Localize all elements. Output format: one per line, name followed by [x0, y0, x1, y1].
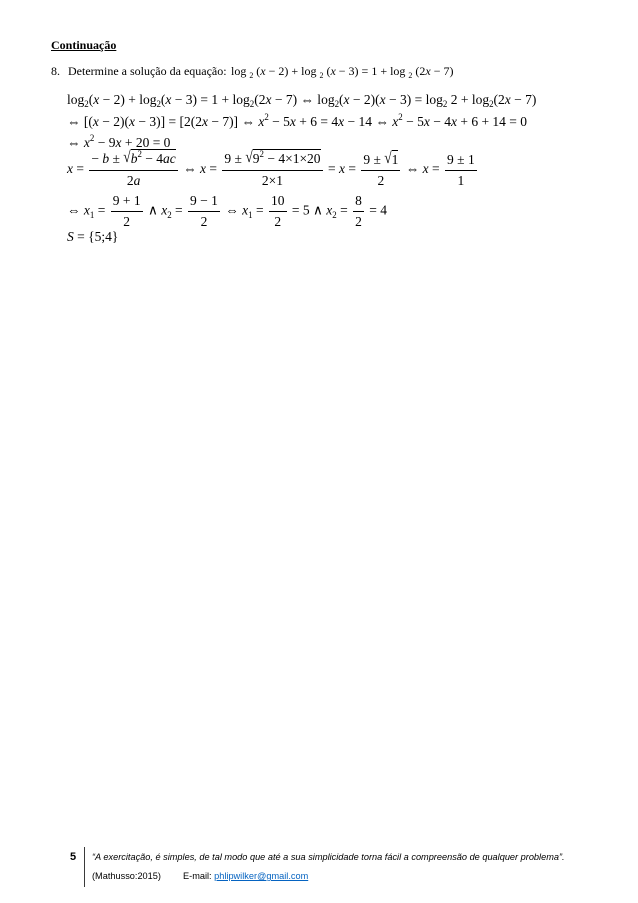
footer-citation: (Mathusso:2015): [92, 871, 161, 881]
math-text: 10: [271, 193, 285, 208]
subscript: 2: [167, 209, 172, 220]
math-text: − 2)(: [98, 114, 129, 129]
subscript: 2: [489, 99, 494, 110]
math-text: 2: [377, 172, 385, 188]
math-text: (2: [412, 64, 426, 78]
math-text: ∧: [144, 202, 162, 218]
fraction-numerator: [188, 193, 220, 212]
fraction-denominator: [111, 212, 143, 230]
math-text: (: [253, 64, 261, 78]
math-text: − 14 ⇔: [344, 114, 393, 129]
fraction: [361, 148, 400, 189]
fraction-numerator: [222, 147, 322, 171]
footer-divider: [84, 847, 85, 887]
math-variable: x: [128, 114, 135, 129]
radical-sign: √: [245, 147, 253, 166]
math-text: (: [339, 92, 344, 107]
math-text: (2: [493, 92, 505, 107]
fraction-numerator: [269, 193, 287, 212]
radicand: [392, 150, 399, 167]
math-text: + 6 + 14 = 0: [456, 114, 528, 129]
math-text: − 2) + log: [99, 92, 157, 107]
math-text: =: [206, 161, 221, 177]
math-text: − 2)(: [349, 92, 380, 107]
subscript: 2: [408, 70, 413, 80]
math-variable: x: [338, 161, 345, 177]
math-variable: x: [242, 202, 249, 218]
math-text: ±: [109, 151, 124, 166]
math-text: (: [323, 64, 331, 78]
math-variable: x: [115, 135, 122, 150]
fraction-numerator: [361, 148, 400, 171]
math-text: ⇔: [67, 202, 84, 218]
subscript: 1: [89, 209, 95, 220]
math-variable: S: [67, 229, 74, 244]
subscript: 2: [334, 99, 340, 110]
math-variable: x: [83, 202, 90, 218]
math-text: − 4: [141, 151, 164, 166]
square-root: [245, 147, 321, 166]
exercise-prompt: Determine a solução da equação:: [68, 64, 227, 78]
math-text: 2: [123, 214, 131, 229]
subscript: 2: [332, 209, 337, 220]
math-text: log: [231, 64, 250, 78]
subscript: 2: [249, 99, 255, 110]
subscript: 2: [156, 99, 161, 110]
subscript: 2: [84, 99, 89, 110]
math-variable: x: [260, 64, 266, 78]
fraction-denominator: [361, 171, 400, 189]
math-text: − 5: [268, 114, 290, 129]
math-text: 8: [355, 193, 362, 208]
exercise-number: 8.: [51, 64, 60, 78]
radicand: [253, 149, 321, 166]
fraction: [222, 147, 322, 189]
math-text: 9 ± 1: [447, 151, 475, 167]
math-text: 9 − 1: [190, 193, 218, 208]
math-text: − 4×1×20: [263, 151, 321, 166]
radical-sign: √: [384, 148, 392, 167]
solution-set: [67, 229, 118, 245]
subscript: 1: [248, 209, 253, 220]
math-text: 9 + 1: [112, 193, 141, 208]
math-variable: x: [92, 114, 99, 129]
math-text: =: [324, 161, 339, 177]
fraction: [445, 152, 477, 189]
fraction-denominator: [445, 171, 477, 189]
solution-line-2: [67, 114, 527, 131]
math-text: 2 + log: [447, 92, 490, 107]
email-label: E-mail:: [183, 871, 215, 881]
square-root: [384, 148, 399, 167]
math-variable: x: [67, 161, 73, 177]
math-text: − 4: [429, 114, 451, 129]
fraction: [111, 193, 143, 230]
math-text: − 9: [94, 135, 116, 150]
math-variable: x: [201, 114, 208, 129]
math-text: =: [344, 161, 360, 177]
page-number: 5: [70, 851, 77, 863]
math-text: + 20 = 0: [121, 135, 171, 150]
math-variable: x: [379, 92, 386, 107]
math-text: =: [171, 202, 187, 218]
math-text: =: [428, 161, 444, 177]
math-text: − 7): [510, 92, 537, 107]
fraction-numerator: [89, 147, 177, 171]
math-text: ⇔: [179, 161, 201, 177]
subscript: 2: [319, 70, 324, 80]
square-root: [123, 147, 176, 166]
fraction: [89, 147, 177, 189]
math-variable: x: [330, 64, 336, 78]
math-variable: x: [423, 114, 430, 129]
math-variable: x: [258, 114, 265, 129]
math-text: =: [252, 202, 267, 218]
fraction-denominator: [222, 171, 322, 189]
math-variable: x: [265, 92, 272, 107]
math-variable: x: [289, 114, 296, 129]
math-text: 2: [126, 173, 134, 188]
radicand: [131, 149, 176, 166]
math-text: −: [91, 151, 103, 166]
fraction-denominator: [269, 212, 287, 230]
fraction-denominator: [188, 212, 220, 230]
math-variable: x: [422, 161, 429, 177]
math-text: 9 ±: [224, 151, 246, 166]
math-text: − 7): [430, 64, 454, 78]
footer-email: [183, 870, 308, 882]
math-variable: x: [161, 202, 168, 218]
superscript: 2: [259, 149, 264, 160]
math-text: − 3) = 1 + log: [335, 64, 409, 78]
math-text: = 5 ∧: [288, 202, 327, 218]
fraction-denominator: [353, 212, 364, 230]
math-text: − 3) = log: [385, 92, 443, 107]
math-text: (2: [254, 92, 266, 107]
math-variable: x: [165, 92, 172, 107]
math-text: ⇔: [221, 202, 243, 218]
superscript: 2: [89, 133, 95, 144]
math-text: − 5: [402, 114, 424, 129]
solution-line-5: [67, 193, 387, 230]
solution-line-1: [67, 92, 536, 109]
math-variable: x: [392, 114, 399, 129]
math-text: 9: [252, 151, 260, 166]
math-text: 1: [391, 151, 399, 167]
math-text: 2: [274, 214, 282, 229]
superscript: 2: [264, 112, 269, 123]
math-variable: b: [102, 151, 110, 166]
math-text: 1: [457, 172, 465, 188]
math-text: − 7)] ⇔: [207, 114, 259, 129]
subscript: 2: [442, 99, 448, 110]
math-text: =: [73, 161, 88, 177]
math-text: − 3) = 1 + log: [171, 92, 250, 107]
math-variable: b: [130, 151, 138, 166]
math-text: + 6 = 4: [295, 114, 339, 129]
fraction: [353, 193, 364, 230]
fraction-denominator: [89, 171, 177, 189]
math-variable: a: [133, 173, 141, 188]
math-variable: ac: [163, 151, 176, 166]
math-text: =: [94, 202, 109, 218]
math-variable: x: [504, 92, 511, 107]
exercise-equation: [231, 63, 453, 81]
subscript: 2: [249, 70, 254, 80]
math-text: (: [160, 92, 166, 107]
footer-quote: “A exercitação, é simples, de tal modo que até a sua simplicidade torna fácil a compreensão de qualquer problema”.: [92, 852, 565, 862]
fraction-numerator: [445, 152, 477, 171]
math-text: 2×1: [261, 173, 284, 188]
fraction-numerator: [111, 193, 143, 212]
solution-line-4: [67, 147, 479, 189]
math-variable: x: [338, 114, 345, 129]
math-variable: x: [200, 161, 207, 177]
math-text: ⇔: [402, 161, 423, 177]
math-text: − 3)] = [2(2: [134, 114, 202, 129]
superscript: 2: [398, 112, 403, 123]
math-variable: x: [93, 92, 100, 107]
math-text: ⇔: [67, 135, 84, 150]
math-text: ⇔ [(: [67, 114, 93, 129]
math-variable: x: [450, 114, 457, 129]
radical-sign: √: [123, 147, 131, 166]
math-variable: x: [83, 135, 90, 150]
math-text: − 2) + log: [265, 64, 320, 78]
math-variable: x: [425, 64, 431, 78]
math-text: 2: [355, 214, 362, 229]
fraction: [269, 193, 287, 230]
math-text: = 4: [365, 202, 387, 218]
math-variable: x: [343, 92, 350, 107]
superscript: 2: [137, 149, 142, 160]
math-text: log: [67, 92, 85, 107]
fraction: [188, 193, 220, 230]
math-text: (: [88, 92, 94, 107]
section-title: Continuação: [51, 38, 117, 52]
email-link[interactable]: phlipwilker@gmail.com: [214, 871, 309, 881]
math-text: = {5;4}: [73, 229, 119, 244]
fraction-numerator: [353, 193, 364, 212]
math-text: − 7) ⇔ log: [271, 92, 335, 107]
math-variable: x: [326, 202, 333, 218]
math-text: 9 ±: [363, 151, 385, 167]
math-text: 2: [200, 214, 208, 229]
math-text: =: [336, 202, 352, 218]
